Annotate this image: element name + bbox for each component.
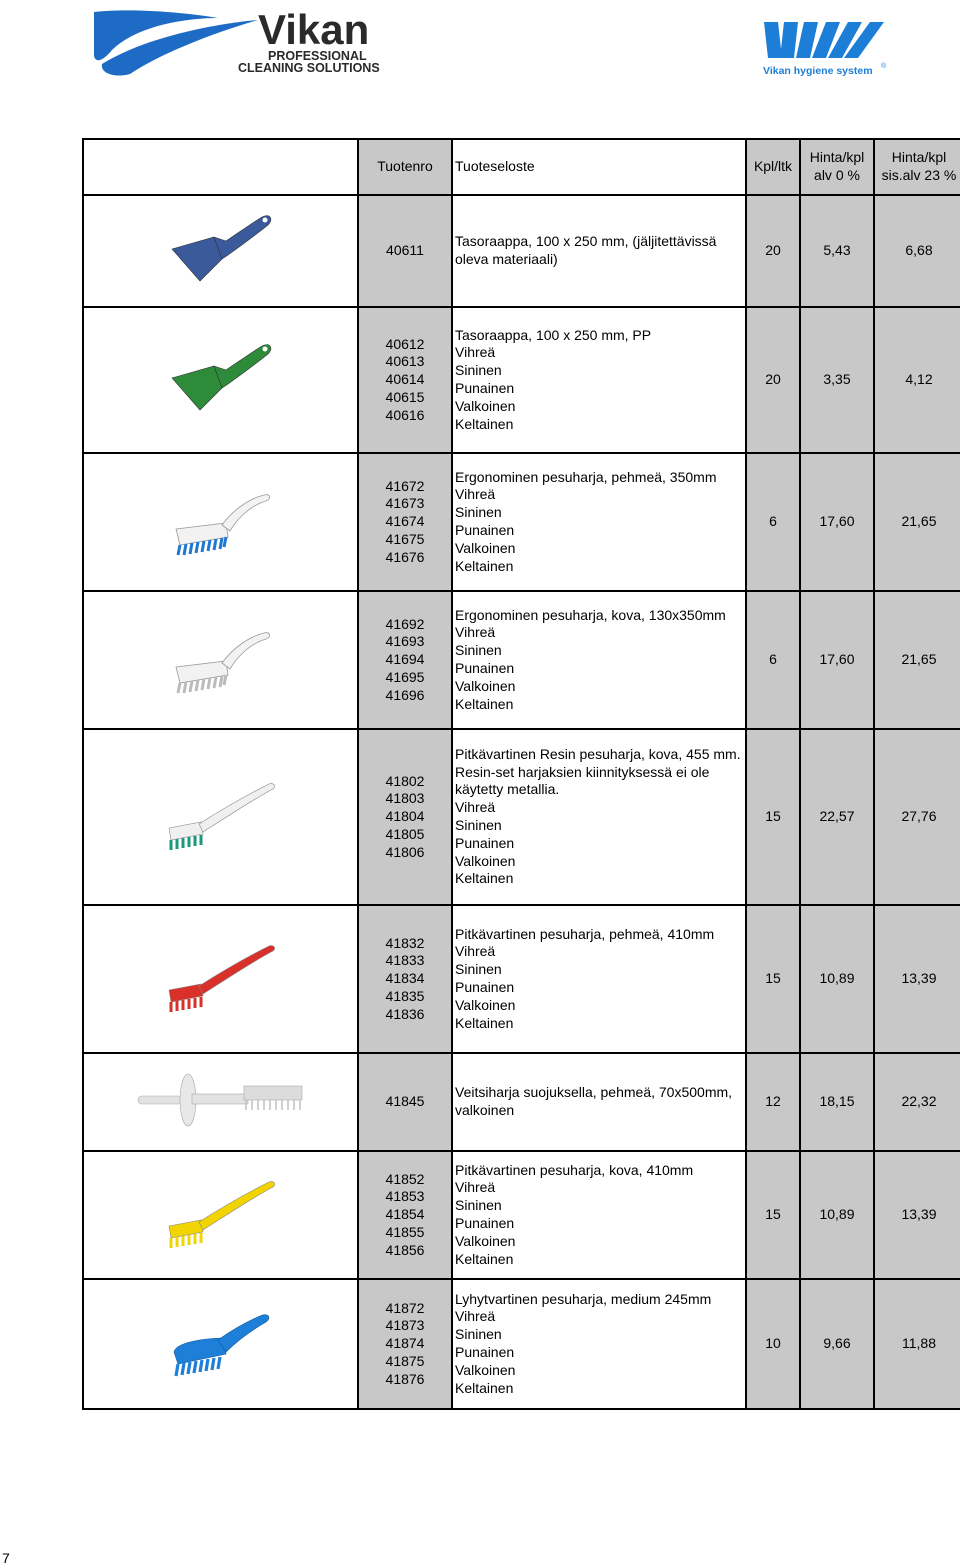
hygiene-logo-text: Vikan hygiene system	[763, 65, 873, 77]
page-number: 7	[2, 1550, 10, 1566]
product-description-line: Valkoinen	[455, 1361, 516, 1378]
short-brush-icon	[84, 1308, 357, 1380]
product-number: 41836	[385, 1005, 425, 1022]
pack-quantity: 12	[746, 1053, 800, 1151]
product-description: Pitkävartinen pesuharja, pehmeä, 410mm	[455, 925, 715, 942]
vikan-logo	[90, 4, 435, 76]
product-description-line: Valkoinen	[455, 1232, 516, 1249]
product-description-cell	[452, 729, 746, 905]
product-description-line: Keltainen	[455, 1379, 514, 1396]
price-inc-vat: 13,39	[874, 905, 960, 1053]
product-description-line: Keltainen	[455, 557, 514, 574]
long-brush-icon	[84, 940, 357, 1018]
product-description-line: Valkoinen	[455, 996, 516, 1013]
product-image-cell	[83, 1279, 358, 1409]
table-row	[83, 591, 960, 729]
table-row	[83, 195, 960, 307]
header-row	[83, 139, 960, 195]
product-image-cell	[83, 905, 358, 1053]
knife-brush-icon	[84, 1072, 357, 1132]
product-number-cell	[358, 905, 452, 1053]
product-description-line: Punainen	[455, 660, 515, 676]
product-number: 41802	[385, 772, 425, 789]
product-number: 40615	[385, 388, 425, 405]
pack-quantity: 20	[746, 195, 800, 307]
product-number: 41696	[385, 686, 425, 703]
product-number: 41695	[385, 668, 425, 685]
product-description: Tasoraappa, 100 x 250 mm, (jäljitettävissä oleva materiaali)	[455, 233, 717, 267]
table-row	[83, 729, 960, 905]
product-number: 41673	[385, 495, 425, 512]
price-inc-vat: 13,39	[874, 1151, 960, 1279]
pack-quantity: 6	[746, 591, 800, 729]
long-brush-icon	[84, 1176, 357, 1254]
pack-quantity: 15	[746, 1151, 800, 1279]
product-number-cell	[358, 729, 452, 905]
product-description-line: Punainen	[455, 979, 515, 995]
product-number-cell	[358, 591, 452, 729]
product-number-cell	[358, 1151, 452, 1279]
product-number: 41692	[385, 615, 425, 632]
table-row	[83, 1279, 960, 1409]
product-description-line: Resin-set harjaksien kiinnityksessä ei ole käytetty metallia.	[455, 763, 710, 798]
product-number: 41873	[385, 1317, 425, 1334]
product-number: 41674	[385, 513, 425, 530]
product-description-line: Vihreä	[455, 624, 496, 641]
product-description-line: Punainen	[455, 380, 515, 396]
product-number-cell	[358, 1279, 452, 1409]
product-description-line: Keltainen	[455, 870, 514, 887]
product-number: 41803	[385, 790, 425, 807]
header-tuoteseloste: Tuoteseloste	[452, 139, 746, 195]
long-brush-icon	[84, 778, 357, 856]
product-description-line: Vihreä	[455, 486, 496, 503]
product-description-line: Vihreä	[455, 344, 496, 361]
pack-quantity: 15	[746, 729, 800, 905]
product-description: Ergonominen pesuharja, pehmeä, 350mm	[455, 468, 717, 485]
pack-quantity: 20	[746, 307, 800, 453]
product-description-line: Sininen	[455, 362, 502, 379]
product-description-line: Valkoinen	[455, 677, 516, 694]
product-number-cell	[358, 1053, 452, 1151]
product-description-line: Sininen	[455, 817, 502, 833]
product-description-line: Sininen	[455, 642, 502, 659]
pack-quantity: 6	[746, 453, 800, 591]
pack-quantity: 10	[746, 1279, 800, 1409]
product-number-cell	[358, 453, 452, 591]
product-image-cell	[83, 1151, 358, 1279]
table-row	[83, 905, 960, 1053]
price-ex-vat: 5,43	[800, 195, 874, 307]
product-description: Ergonominen pesuharja, kova, 130x350mm	[455, 606, 726, 623]
header-price-inc-vat-line2: sis.alv 23 %	[881, 167, 957, 183]
product-description-cell	[452, 307, 746, 453]
product-description-line: Vihreä	[455, 943, 496, 960]
product-number: 41875	[385, 1352, 425, 1369]
product-number: 41832	[385, 934, 425, 951]
price-inc-vat: 21,65	[874, 453, 960, 591]
product-description-line: Vihreä	[455, 1179, 496, 1196]
product-description-cell	[452, 195, 746, 307]
product-description: Pitkävartinen pesuharja, kova, 410mm	[455, 1161, 694, 1178]
product-image-cell	[83, 729, 358, 905]
product-description-line: Vihreä	[455, 1308, 496, 1325]
product-number: 41874	[385, 1335, 425, 1352]
product-number: 40613	[385, 353, 425, 370]
header-price-inc-vat-line1: Hinta/kpl	[891, 149, 947, 166]
product-number: 40612	[385, 335, 425, 352]
price-inc-vat: 21,65	[874, 591, 960, 729]
price-inc-vat: 22,32	[874, 1053, 960, 1151]
header-price-ex-vat-line2: alv 0 %	[814, 167, 860, 183]
logo-line1: PROFESSIONAL	[268, 49, 367, 63]
price-ex-vat: 17,60	[800, 453, 874, 591]
product-number: 41834	[385, 970, 425, 987]
price-ex-vat: 10,89	[800, 1151, 874, 1279]
product-image-cell	[83, 591, 358, 729]
product-image-cell	[83, 1053, 358, 1151]
product-number: 41672	[385, 477, 425, 494]
product-description-cell	[452, 591, 746, 729]
product-description-line: Keltainen	[455, 1014, 514, 1031]
header-image-cell	[83, 139, 358, 195]
product-number: 41804	[385, 808, 425, 825]
product-number: 40616	[385, 406, 425, 423]
price-inc-vat: 27,76	[874, 729, 960, 905]
product-number-cell	[358, 307, 452, 453]
scraper-icon	[84, 340, 357, 420]
product-description-cell	[452, 905, 746, 1053]
price-inc-vat: 6,68	[874, 195, 960, 307]
product-description-line: Sininen	[455, 1326, 502, 1343]
header-price-inc-vat	[874, 139, 960, 195]
product-number: 41852	[385, 1170, 425, 1187]
table-row	[83, 1151, 960, 1279]
product-description-line: Valkoinen	[455, 852, 516, 869]
product-number: 41693	[385, 633, 425, 650]
vikan-hygiene-logo	[760, 14, 890, 80]
product-number: 40614	[385, 371, 425, 388]
registered-mark: ®	[881, 63, 887, 70]
header-price-ex-vat-line1: Hinta/kpl	[809, 149, 865, 166]
header-price-ex-vat	[800, 139, 874, 195]
table-row	[83, 453, 960, 591]
product-image-cell	[83, 453, 358, 591]
product-number-cell	[358, 195, 452, 307]
pack-quantity: 15	[746, 905, 800, 1053]
product-description-line: Sininen	[455, 1197, 502, 1214]
product-description: Lyhytvartinen pesuharja, medium 245mm	[455, 1290, 712, 1307]
product-description-line: Keltainen	[455, 1250, 514, 1267]
product-number: 41853	[385, 1188, 425, 1205]
price-ex-vat: 9,66	[800, 1279, 874, 1409]
product-number: 40611	[386, 242, 424, 259]
product-number: 41675	[385, 530, 425, 547]
product-number: 41845	[385, 1093, 425, 1110]
price-ex-vat: 17,60	[800, 591, 874, 729]
product-number: 41872	[385, 1299, 425, 1316]
product-description-cell	[452, 453, 746, 591]
price-inc-vat: 4,12	[874, 307, 960, 453]
product-description-line: Valkoinen	[455, 397, 516, 414]
logo-line2: CLEANING SOLUTIONS	[238, 61, 380, 75]
product-number: 41676	[385, 548, 425, 565]
product-description-line: Punainen	[455, 522, 515, 538]
product-number: 41835	[385, 987, 425, 1004]
product-description-cell	[452, 1151, 746, 1279]
product-number: 41806	[385, 843, 425, 860]
header-kpl: Kpl/ltk	[746, 139, 800, 195]
product-number: 41854	[385, 1206, 425, 1223]
price-inc-vat: 11,88	[874, 1279, 960, 1409]
hand-brush-icon	[84, 625, 357, 695]
price-ex-vat: 3,35	[800, 307, 874, 453]
table-row	[83, 307, 960, 453]
product-description-line: Sininen	[455, 504, 502, 521]
product-description-line: Sininen	[455, 961, 502, 978]
hand-brush-icon	[84, 487, 357, 557]
product-description-line: Keltainen	[455, 695, 514, 712]
logo-name: Vikan	[258, 6, 370, 53]
scraper-icon	[84, 211, 357, 291]
product-description: Pitkävartinen Resin pesuharja, kova, 455 mm.	[455, 745, 741, 762]
product-description: Veitsiharja suojuksella, pehmeä, 70x500mm, valkoinen	[455, 1084, 733, 1118]
product-number: 41833	[385, 952, 425, 969]
product-number: 41876	[385, 1370, 425, 1387]
product-table	[82, 138, 960, 1410]
header-tuotenro: Tuotenro	[358, 139, 452, 195]
product-description: Tasoraappa, 100 x 250 mm, PP	[455, 326, 652, 343]
price-ex-vat: 10,89	[800, 905, 874, 1053]
product-number: 41856	[385, 1241, 425, 1258]
product-description-line: Punainen	[455, 1344, 515, 1360]
product-description-line: Vihreä	[455, 799, 496, 816]
product-description-line: Punainen	[455, 1215, 515, 1231]
product-image-cell	[83, 195, 358, 307]
price-ex-vat: 22,57	[800, 729, 874, 905]
product-description-line: Keltainen	[455, 415, 514, 432]
table-row	[83, 1053, 960, 1151]
product-description-line: Punainen	[455, 834, 515, 851]
product-number: 41694	[385, 651, 425, 668]
product-number: 41855	[385, 1223, 425, 1240]
product-description-cell	[452, 1053, 746, 1151]
product-number: 41805	[385, 825, 425, 842]
product-description-line: Valkoinen	[455, 539, 516, 556]
price-ex-vat: 18,15	[800, 1053, 874, 1151]
product-image-cell	[83, 307, 358, 453]
product-description-cell	[452, 1279, 746, 1409]
